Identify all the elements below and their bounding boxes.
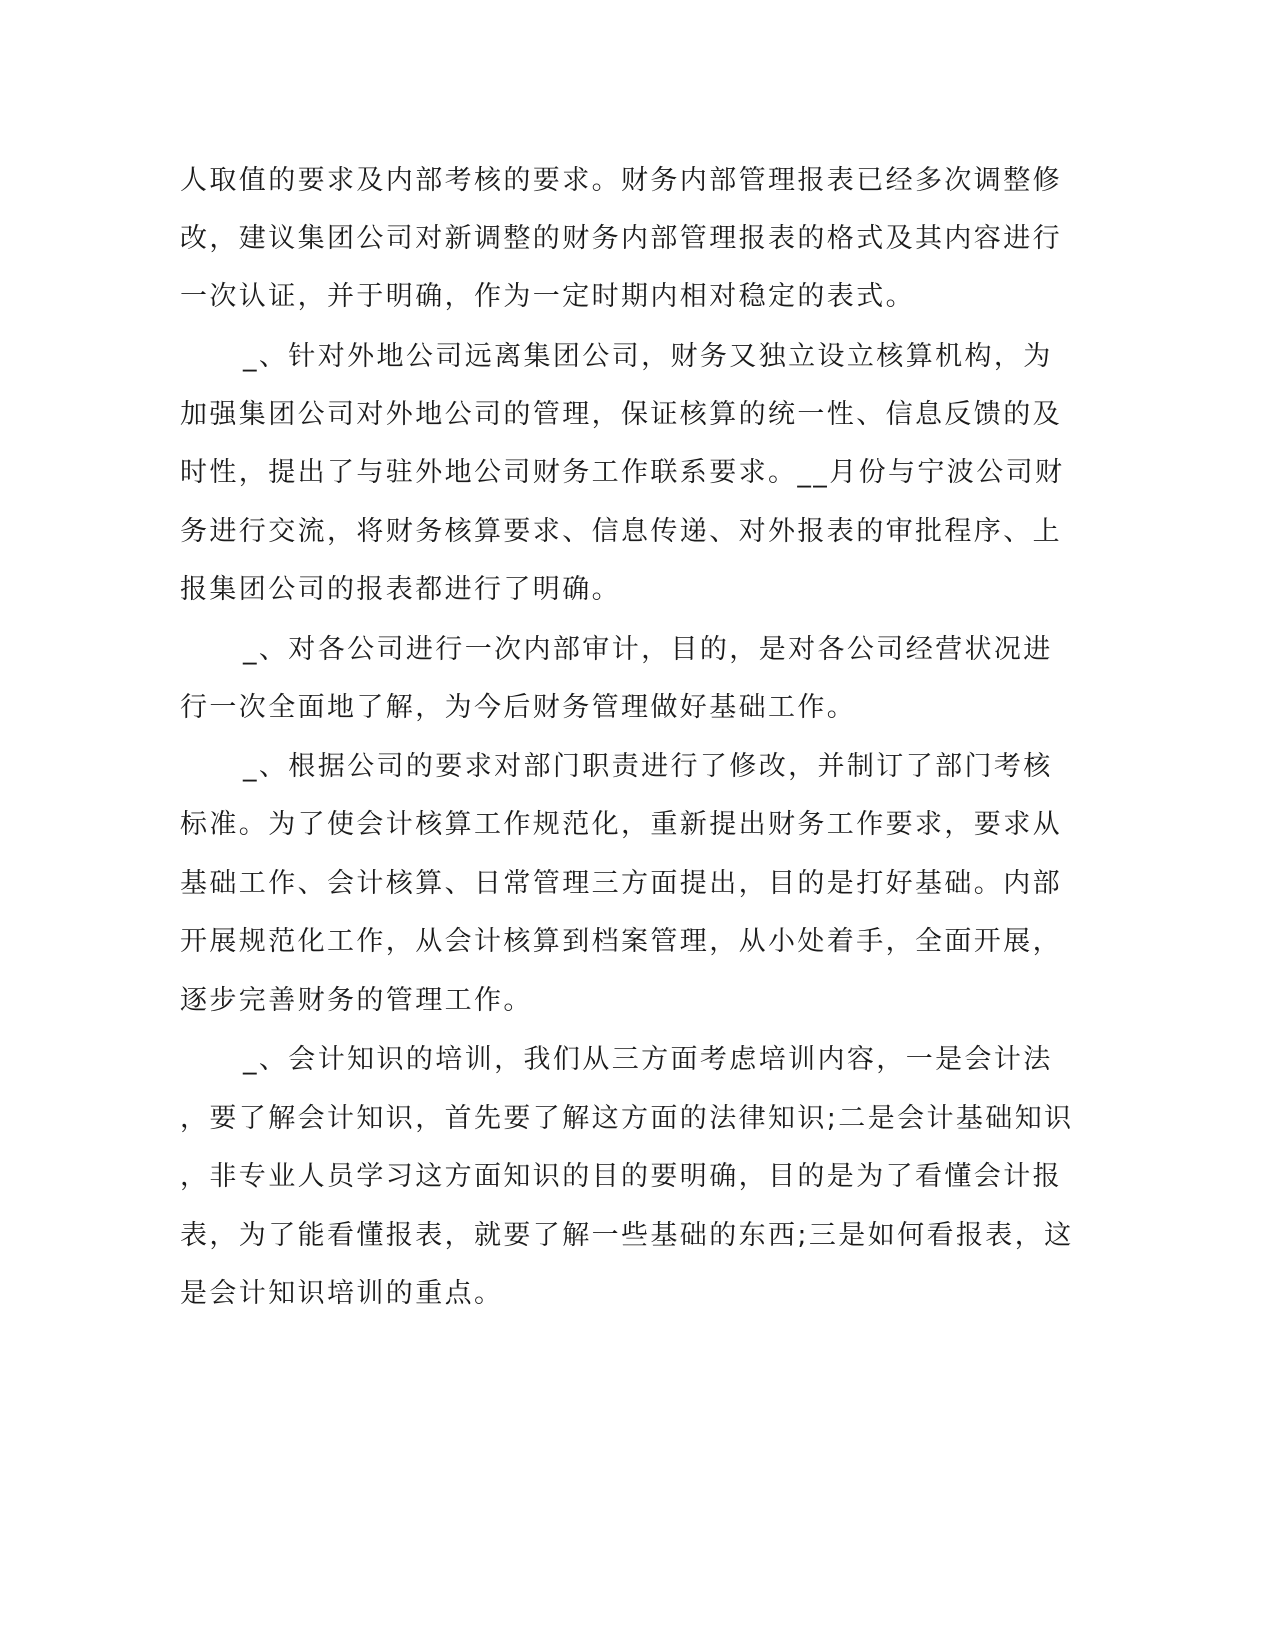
text-line: _、针对外地公司远离集团公司，财务又独立设立核算机构，为 xyxy=(243,341,1053,372)
text-line: 开展规范化工作，从会计核算到档案管理，从小处着手，全面开展， xyxy=(180,926,1062,957)
text-line: _、根据公司的要求对部门职责进行了修改，并制订了部门考核 xyxy=(243,751,1053,782)
text-line: 务进行交流，将财务核算要求、信息传递、对外报表的审批程序、上 xyxy=(180,516,1062,547)
text-line: 加强集团公司对外地公司的管理，保证核算的统一性、信息反馈的及 xyxy=(180,399,1062,430)
text-line: 表，为了能看懂报表，就要了解一些基础的东西;三是如何看报表，这 xyxy=(180,1220,1074,1251)
text-line: 时性，提出了与驻外地公司财务工作联系要求。__月份与宁波公司财 xyxy=(180,457,1065,488)
text-line: _、对各公司进行一次内部审计，目的，是对各公司经营状况进 xyxy=(243,634,1053,665)
text-line: 行一次全面地了解，为今后财务管理做好基础工作。 xyxy=(180,692,857,723)
text-line: 改，建议集团公司对新调整的财务内部管理报表的格式及其内容进行 xyxy=(180,223,1062,254)
text-line: 一次认证，并于明确，作为一定时期内相对稳定的表式。 xyxy=(180,281,915,312)
text-line: 标准。为了使会计核算工作规范化，重新提出财务工作要求，要求从 xyxy=(180,809,1062,840)
text-line: 是会计知识培训的重点。 xyxy=(180,1278,504,1309)
text-line: ，非专业人员学习这方面知识的目的要明确，目的是为了看懂会计报 xyxy=(180,1161,1062,1192)
text-line: 报集团公司的报表都进行了明确。 xyxy=(180,574,621,605)
text-line: 逐步完善财务的管理工作。 xyxy=(180,985,533,1016)
text-line: ，要了解会计知识，首先要了解这方面的法律知识;二是会计基础知识 xyxy=(180,1103,1074,1134)
text-line: 人取值的要求及内部考核的要求。财务内部管理报表已经多次调整修 xyxy=(180,165,1062,196)
text-line: 基础工作、会计核算、日常管理三方面提出，目的是打好基础。内部 xyxy=(180,868,1062,899)
text-line: _、会计知识的培训，我们从三方面考虑培训内容，一是会计法 xyxy=(243,1044,1053,1075)
